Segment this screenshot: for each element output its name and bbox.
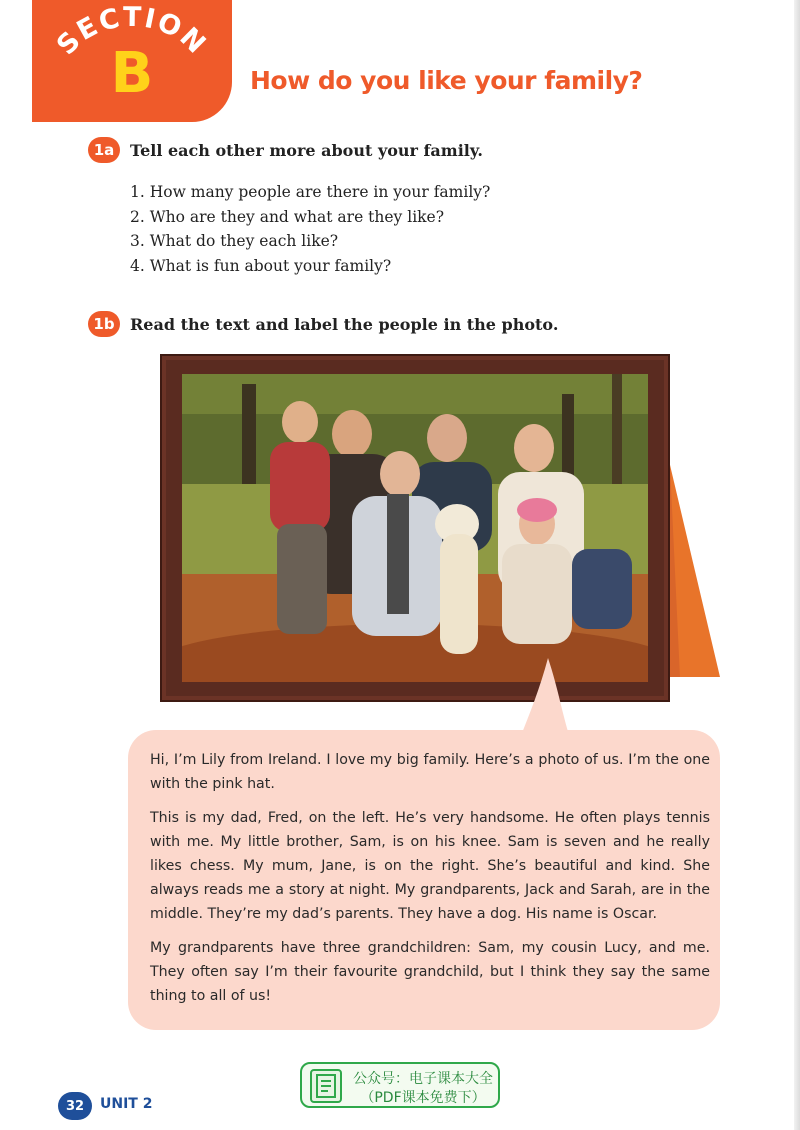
activity-1b-badge: 1b — [88, 311, 120, 337]
book-icon — [310, 1069, 342, 1103]
unit-label: UNIT 2 — [100, 1096, 153, 1112]
svg-text:SECTION: SECTION — [50, 1, 213, 62]
question-list — [130, 180, 490, 278]
activity-1b-instruction: Read the text and label the people in the photo. — [130, 314, 559, 334]
stamp-text: （PDF课本免费下） — [360, 1090, 486, 1106]
question-item: 4. What is fun about your family? — [130, 256, 392, 275]
family-photo-frame — [160, 354, 670, 702]
activity-1a-instruction: Tell each other more about your family. — [130, 140, 483, 160]
question-item: 3. What do they each like? — [130, 232, 339, 250]
story-paragraph: My grandparents have three grandchildren: Sam, my cousin Lucy, and me. They often say I’m their favourite grandchild, but I think they say the same thing to all of us! — [150, 940, 710, 1004]
page-title: How do you like your family? — [250, 66, 643, 95]
page-number: 32 — [58, 1092, 92, 1120]
family-photo — [182, 374, 648, 682]
story-paragraph: This is my dad, Fred, on the left. He’s very handsome. He often plays tennis with me. My little brother, Sam, is on his knee. Sam is seven and he really likes chess. My mum, Jane, is on the right. She’s beautiful and kind. She always reads me a story at night. My grandparents, Jack and Sarah, are in the middle. They’re my dad’s parents. They have a dog. His name is Oscar. — [150, 810, 710, 922]
page-edge — [794, 0, 800, 1130]
activity-1a-header — [88, 136, 483, 164]
story-paragraph: Hi, I’m Lily from Ireland. I love my big family. Here’s a photo of us. I’m the one with the pink hat. — [150, 752, 710, 792]
watermark-stamp — [300, 1062, 500, 1108]
activity-1a-badge: 1a — [88, 137, 120, 163]
question-item: 1. How many people are there in your family? — [130, 183, 491, 201]
bubble-tail — [520, 658, 580, 738]
section-badge — [32, 0, 232, 122]
question-item: 2. Who are they and what are they like? — [130, 207, 445, 226]
story-text — [150, 748, 710, 1018]
activity-1b-header — [88, 310, 558, 338]
section-letter: B — [110, 41, 154, 106]
stamp-text: 公众号：电子课本大全 — [353, 1071, 493, 1087]
